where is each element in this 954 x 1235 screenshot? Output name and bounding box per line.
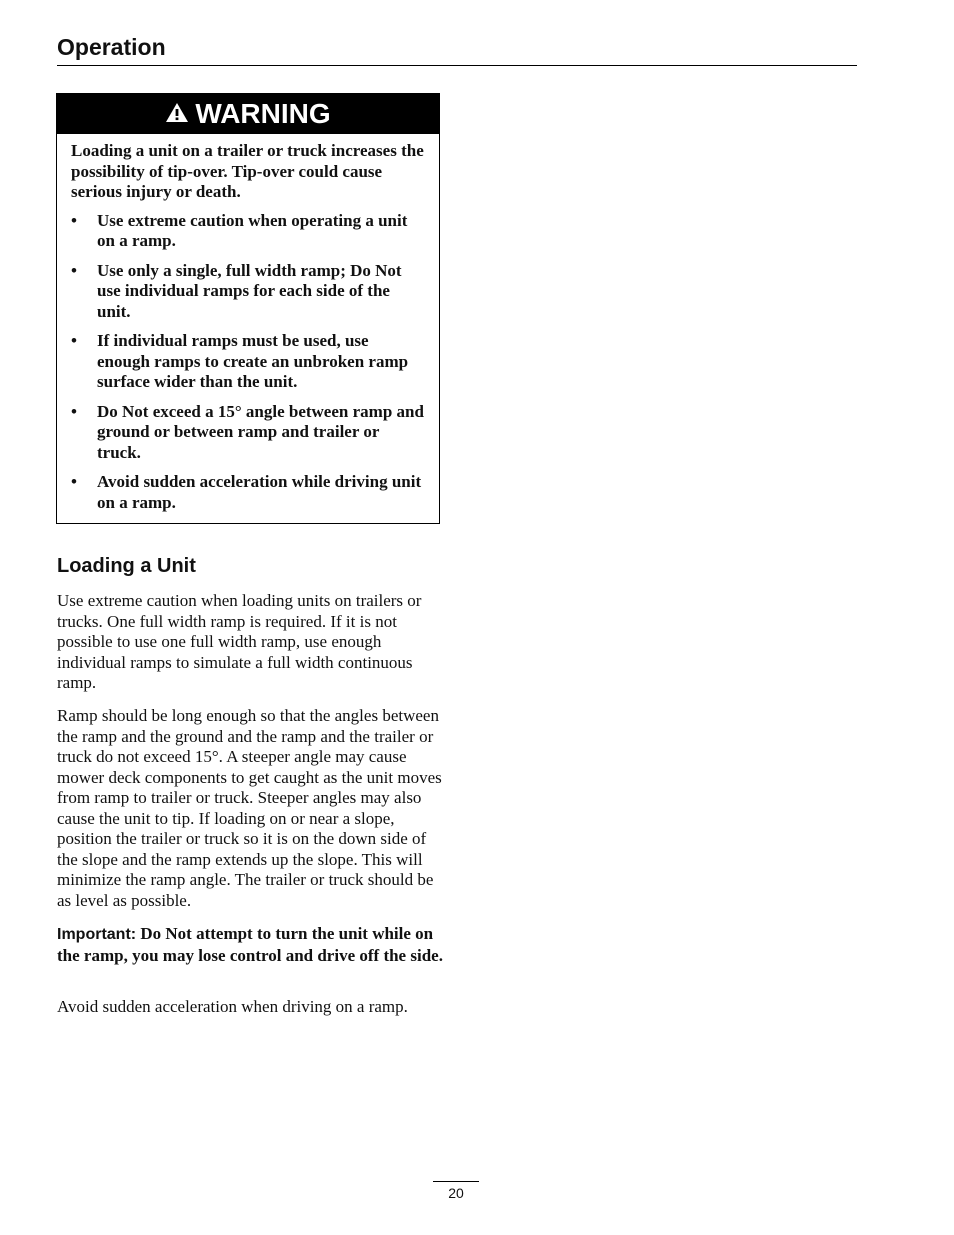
warning-item-text: Use extreme caution when operating a unit on a ramp. — [97, 210, 408, 250]
warning-item-text: Use only a single, full width ramp; Do Not use individual ramps for each side of the unit. — [97, 260, 402, 321]
warning-item-text: Avoid sudden acceleration while driving unit on a ramp. — [97, 472, 422, 512]
bullet: • — [71, 260, 77, 280]
bullet: • — [71, 472, 77, 491]
important-text: Do Not attempt to turn the unit while on the ramp, you may lose control and drive off the side. — [57, 924, 443, 965]
warning-list — [71, 211, 425, 514]
important-note — [57, 924, 447, 966]
bullet: • — [71, 210, 77, 230]
warning-box — [56, 93, 440, 524]
important-label: Important: — [57, 926, 137, 943]
warning-triangle-icon — [165, 98, 195, 130]
warning-item — [71, 331, 425, 393]
page-number: 20 — [448, 1185, 464, 1201]
footer-divider — [433, 1181, 479, 1182]
section-title: Operation — [57, 33, 857, 66]
warning-item — [71, 211, 425, 252]
warning-item-text: If individual ramps must be used, use enough ramps to create an unbroken ramp surface wider than the unit. — [97, 331, 409, 391]
warning-item — [71, 402, 425, 464]
loading-heading: Loading a Unit — [57, 555, 196, 577]
warning-title: WARNING — [195, 98, 331, 129]
warning-header — [57, 94, 439, 134]
warning-item — [71, 472, 425, 513]
bullet: • — [71, 401, 77, 421]
loading-paragraph-1: Use extreme caution when loading units on trailers or trucks. One full width ramp is required. If it is not possible to use one full width ramp, use enough individual ramps to simulate a full width continuous ramp. — [57, 591, 422, 692]
loading-paragraph-2: Ramp should be long enough so that the angles between the ramp and the ground and the ramp and the trailer or truck do not exceed 15°. A steeper angle may cause mower deck components to get caught as the unit moves from ramp to trailer or truck. Steeper angles may also cause the unit to tip. If loading on or near a slope, position the trailer or truck so it is on the down side of the slope and the ramp extends up the slope. This will minimize the ramp angle. The trailer or truck should be as level as possible. — [57, 706, 442, 910]
warning-item — [71, 261, 425, 323]
bullet: • — [71, 331, 77, 350]
warning-item-text: Do Not exceed a 15° angle between ramp and ground or between ramp and trailer or truck. — [97, 401, 424, 462]
warning-intro: Loading a unit on a trailer or truck increases the possibility of tip-over. Tip-over could cause serious injury or death. — [71, 141, 424, 201]
loading-paragraph-3: Avoid sudden acceleration when driving on a ramp. — [57, 997, 408, 1016]
warning-body — [57, 134, 439, 523]
